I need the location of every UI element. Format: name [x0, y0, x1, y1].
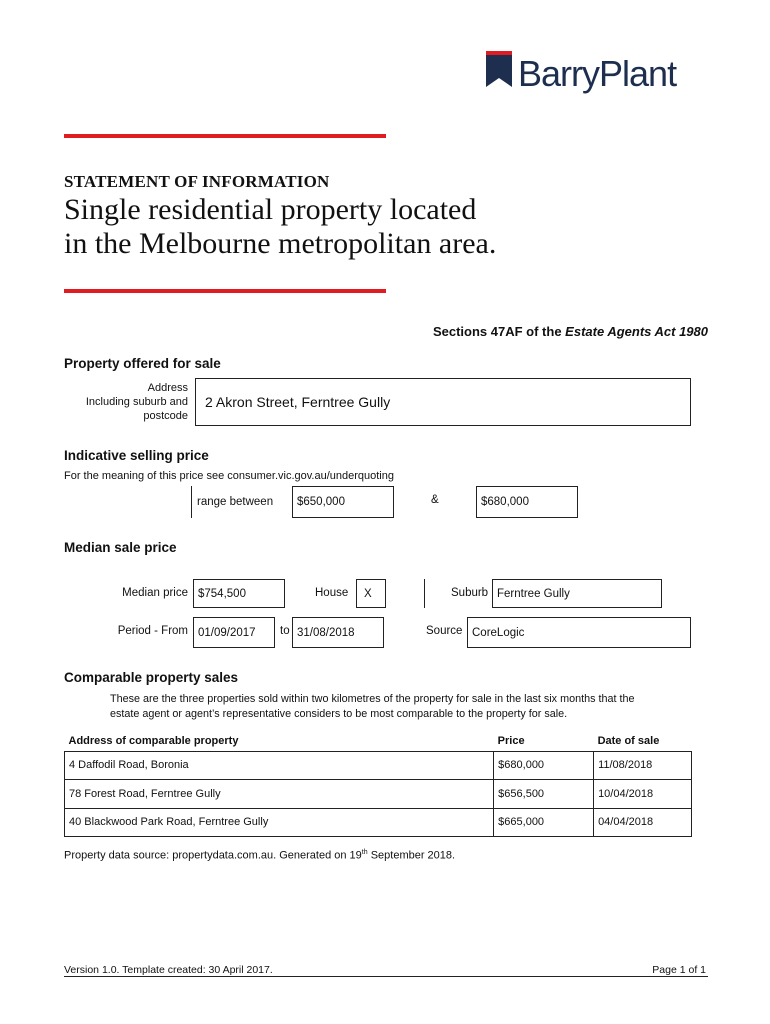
median-heading: Median sale price [64, 540, 177, 555]
page-title-line1: Single residential property located [64, 193, 477, 226]
median-price-label: Median price [122, 587, 188, 599]
bottom-red-rule [64, 289, 386, 293]
comparable-price[interactable]: $665,000 [494, 808, 594, 837]
table-row [65, 780, 692, 809]
property-offered-heading: Property offered for sale [64, 356, 221, 371]
period-to-value: 31/08/2018 [297, 626, 355, 639]
property-type-field[interactable] [356, 579, 386, 608]
suburb-label: Suburb [451, 587, 489, 599]
address-label-line1: Address [147, 382, 188, 394]
comparable-address[interactable]: 4 Daffodil Road, Boronia [65, 751, 494, 780]
footer-rule [64, 976, 708, 977]
data-source-tail: September 2018. [367, 849, 456, 862]
brand-name: BarryPlant [518, 53, 677, 94]
property-type-value: X [364, 587, 372, 600]
price-high-field[interactable] [476, 486, 578, 518]
period-from-field[interactable] [193, 617, 275, 648]
price-low-value: $650,000 [297, 496, 345, 508]
suburb-field[interactable] [492, 579, 662, 608]
period-from-value: 01/09/2017 [198, 626, 256, 639]
sections-reference [433, 324, 708, 339]
comparable-sales-table [64, 731, 692, 837]
period-to-field[interactable] [292, 617, 384, 648]
property-type-label: House [315, 587, 349, 599]
column-header-price: Price [497, 734, 525, 747]
column-header-address: Address of comparable property [68, 734, 239, 747]
median-price-value: $754,500 [198, 587, 246, 600]
table-header-row [65, 731, 692, 751]
comparable-description-line1: These are the three properties sold within two kilometres of the property for sale in the last six months that the [110, 693, 635, 705]
top-red-rule [64, 134, 386, 138]
period-to-label: to [280, 625, 290, 637]
source-label: Source [426, 625, 463, 637]
source-field[interactable] [467, 617, 691, 648]
comparable-address[interactable]: 40 Blackwood Park Road, Ferntree Gully [65, 808, 494, 837]
sections-prefix: Sections 47AF of the [432, 324, 566, 339]
comparable-date[interactable]: 10/04/2018 [594, 780, 692, 809]
range-ampersand: & [431, 494, 439, 506]
footer-page-number: Page 1 of 1 [652, 964, 706, 976]
suburb-divider [424, 579, 425, 608]
address-field[interactable] [195, 378, 691, 426]
address-label-line2: Including suburb and [85, 396, 188, 408]
range-divider [191, 486, 192, 518]
indicative-heading: Indicative selling price [64, 448, 209, 463]
address-label [86, 381, 188, 423]
period-from-label: Period - From [117, 625, 188, 637]
comparable-address[interactable]: 78 Forest Road, Ferntree Gully [65, 780, 494, 809]
comparable-date[interactable]: 11/08/2018 [594, 751, 692, 780]
median-price-field[interactable] [193, 579, 285, 608]
price-low-field[interactable] [292, 486, 394, 518]
comparable-price[interactable]: $680,000 [494, 751, 594, 780]
comparable-description-line2: estate agent or agent’s representative considers to be most comparable to the property for sale. [110, 708, 568, 720]
source-value: CoreLogic [472, 626, 525, 639]
range-label: range between [197, 496, 274, 508]
data-source-text: Property data source: propertydata.com.au. Generated on 19 [64, 849, 362, 862]
table-row [65, 808, 692, 837]
price-high-value: $680,000 [481, 496, 529, 508]
suburb-value: Ferntree Gully [497, 587, 570, 600]
comparable-price[interactable]: $656,500 [494, 780, 594, 809]
comparable-date[interactable]: 04/04/2018 [594, 808, 692, 837]
bookmark-logo-icon [486, 51, 512, 87]
data-source-superscript: th [361, 849, 368, 856]
comparable-heading: Comparable property sales [64, 670, 239, 685]
brand-logo [486, 50, 676, 98]
address-label-line3: postcode [143, 410, 188, 422]
footer-version: Version 1.0. Template created: 30 April 2017. [64, 964, 273, 976]
act-name: Estate Agents Act 1980 [565, 324, 708, 339]
page-title-line2: in the Melbourne metropolitan area. [64, 227, 497, 260]
column-header-date: Date of sale [597, 734, 660, 747]
table-row [65, 751, 692, 780]
underquoting-note: For the meaning of this price see consumer.vic.gov.au/underquoting [64, 470, 394, 482]
address-value: 2 Akron Street, Ferntree Gully [205, 394, 391, 410]
data-source-note [64, 849, 455, 862]
statement-kicker: STATEMENT OF INFORMATION [64, 172, 330, 191]
